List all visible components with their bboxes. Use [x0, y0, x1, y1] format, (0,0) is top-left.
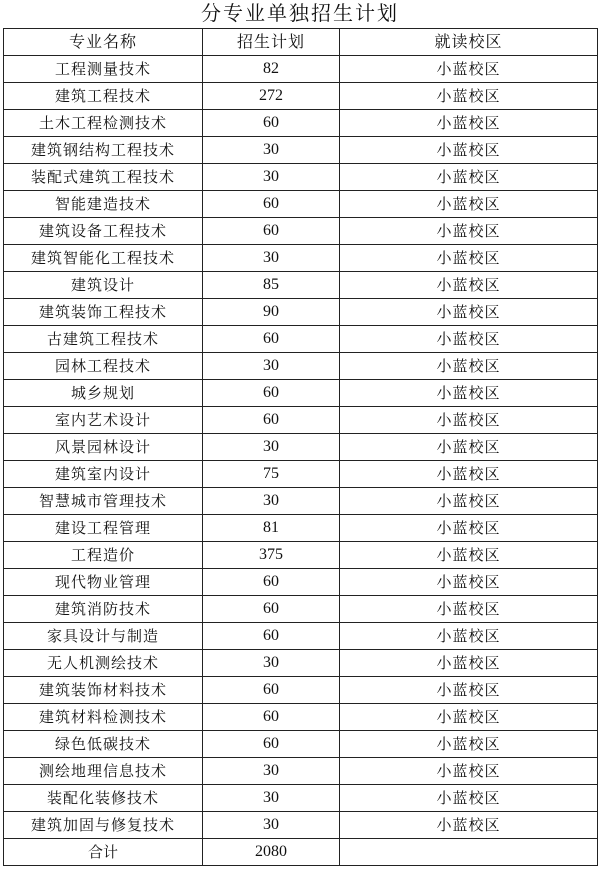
plan-cell: 60	[203, 569, 340, 596]
plan-cell: 375	[203, 542, 340, 569]
major-cell: 测绘地理信息技术	[4, 758, 203, 785]
major-cell: 建筑加固与修复技术	[4, 812, 203, 839]
major-cell: 建筑智能化工程技术	[4, 245, 203, 272]
plan-cell: 60	[203, 596, 340, 623]
major-cell: 建筑材料检测技术	[4, 704, 203, 731]
campus-cell: 小蓝校区	[340, 542, 598, 569]
major-cell: 土木工程检测技术	[4, 110, 203, 137]
plan-cell: 90	[203, 299, 340, 326]
plan-cell: 81	[203, 515, 340, 542]
plan-cell: 30	[203, 488, 340, 515]
campus-cell: 小蓝校区	[340, 218, 598, 245]
table-row	[4, 326, 598, 353]
plan-cell: 30	[203, 758, 340, 785]
table-body	[4, 56, 598, 839]
major-cell: 古建筑工程技术	[4, 326, 203, 353]
plan-cell: 30	[203, 353, 340, 380]
table-header-row	[4, 29, 598, 56]
table-row	[4, 353, 598, 380]
plan-cell: 60	[203, 110, 340, 137]
major-cell: 建筑设计	[4, 272, 203, 299]
table-row	[4, 461, 598, 488]
table-row	[4, 812, 598, 839]
plan-cell: 60	[203, 731, 340, 758]
plan-cell: 60	[203, 326, 340, 353]
plan-cell: 30	[203, 812, 340, 839]
enrollment-plan-table	[3, 28, 598, 866]
plan-cell: 82	[203, 56, 340, 83]
plan-cell: 60	[203, 677, 340, 704]
page-title: 分专业单独招生计划	[201, 1, 399, 25]
campus-cell: 小蓝校区	[340, 488, 598, 515]
table-row	[4, 56, 598, 83]
plan-cell: 60	[203, 623, 340, 650]
table-row	[4, 110, 598, 137]
plan-cell: 60	[203, 218, 340, 245]
campus-cell: 小蓝校区	[340, 704, 598, 731]
campus-cell: 小蓝校区	[340, 380, 598, 407]
table-row	[4, 299, 598, 326]
campus-cell: 小蓝校区	[340, 515, 598, 542]
table-row	[4, 623, 598, 650]
campus-cell: 小蓝校区	[340, 434, 598, 461]
campus-cell: 小蓝校区	[340, 164, 598, 191]
plan-cell: 272	[203, 83, 340, 110]
table-row	[4, 596, 598, 623]
campus-cell: 小蓝校区	[340, 245, 598, 272]
table-row	[4, 569, 598, 596]
major-cell: 建筑钢结构工程技术	[4, 137, 203, 164]
table-row	[4, 677, 598, 704]
campus-cell: 小蓝校区	[340, 407, 598, 434]
campus-cell: 小蓝校区	[340, 191, 598, 218]
plan-cell: 85	[203, 272, 340, 299]
major-cell: 建筑装饰材料技术	[4, 677, 203, 704]
major-cell: 无人机测绘技术	[4, 650, 203, 677]
total-campus	[340, 839, 598, 866]
plan-cell: 30	[203, 245, 340, 272]
campus-cell: 小蓝校区	[340, 83, 598, 110]
plan-cell: 30	[203, 650, 340, 677]
major-cell: 城乡规划	[4, 380, 203, 407]
table-row	[4, 218, 598, 245]
campus-cell: 小蓝校区	[340, 731, 598, 758]
table-row	[4, 83, 598, 110]
major-cell: 工程造价	[4, 542, 203, 569]
table-total-row	[4, 839, 598, 866]
table-row	[4, 542, 598, 569]
campus-cell: 小蓝校区	[340, 299, 598, 326]
campus-cell: 小蓝校区	[340, 596, 598, 623]
table-row	[4, 488, 598, 515]
table-row	[4, 731, 598, 758]
table-row	[4, 407, 598, 434]
plan-cell: 30	[203, 434, 340, 461]
major-cell: 建设工程管理	[4, 515, 203, 542]
total-label: 合计	[4, 839, 203, 866]
campus-cell: 小蓝校区	[340, 677, 598, 704]
plan-cell: 30	[203, 785, 340, 812]
campus-cell: 小蓝校区	[340, 272, 598, 299]
column-header-campus: 就读校区	[340, 29, 598, 56]
campus-cell: 小蓝校区	[340, 137, 598, 164]
table-row	[4, 245, 598, 272]
major-cell: 建筑工程技术	[4, 83, 203, 110]
table-row	[4, 272, 598, 299]
table-row	[4, 380, 598, 407]
major-cell: 建筑设备工程技术	[4, 218, 203, 245]
plan-cell: 60	[203, 407, 340, 434]
campus-cell: 小蓝校区	[340, 461, 598, 488]
campus-cell: 小蓝校区	[340, 569, 598, 596]
total-plan: 2080	[203, 839, 340, 866]
campus-cell: 小蓝校区	[340, 812, 598, 839]
plan-cell: 30	[203, 164, 340, 191]
table-row	[4, 191, 598, 218]
plan-cell: 60	[203, 704, 340, 731]
campus-cell: 小蓝校区	[340, 110, 598, 137]
table-row	[4, 704, 598, 731]
major-cell: 建筑消防技术	[4, 596, 203, 623]
plan-cell: 75	[203, 461, 340, 488]
table-row	[4, 785, 598, 812]
table-row	[4, 758, 598, 785]
major-cell: 装配式建筑工程技术	[4, 164, 203, 191]
campus-cell: 小蓝校区	[340, 353, 598, 380]
major-cell: 建筑室内设计	[4, 461, 203, 488]
major-cell: 家具设计与制造	[4, 623, 203, 650]
campus-cell: 小蓝校区	[340, 758, 598, 785]
major-cell: 现代物业管理	[4, 569, 203, 596]
major-cell: 园林工程技术	[4, 353, 203, 380]
campus-cell: 小蓝校区	[340, 623, 598, 650]
major-cell: 智能建造技术	[4, 191, 203, 218]
plan-cell: 60	[203, 191, 340, 218]
major-cell: 建筑装饰工程技术	[4, 299, 203, 326]
major-cell: 风景园林设计	[4, 434, 203, 461]
major-cell: 智慧城市管理技术	[4, 488, 203, 515]
table-row	[4, 650, 598, 677]
major-cell: 工程测量技术	[4, 56, 203, 83]
campus-cell: 小蓝校区	[340, 326, 598, 353]
table-row	[4, 137, 598, 164]
table-row	[4, 515, 598, 542]
table-row	[4, 164, 598, 191]
campus-cell: 小蓝校区	[340, 650, 598, 677]
major-cell: 室内艺术设计	[4, 407, 203, 434]
major-cell: 装配化装修技术	[4, 785, 203, 812]
column-header-major: 专业名称	[4, 29, 203, 56]
plan-cell: 30	[203, 137, 340, 164]
campus-cell: 小蓝校区	[340, 785, 598, 812]
plan-cell: 60	[203, 380, 340, 407]
major-cell: 绿色低碳技术	[4, 731, 203, 758]
campus-cell: 小蓝校区	[340, 56, 598, 83]
column-header-plan: 招生计划	[203, 29, 340, 56]
table-row	[4, 434, 598, 461]
